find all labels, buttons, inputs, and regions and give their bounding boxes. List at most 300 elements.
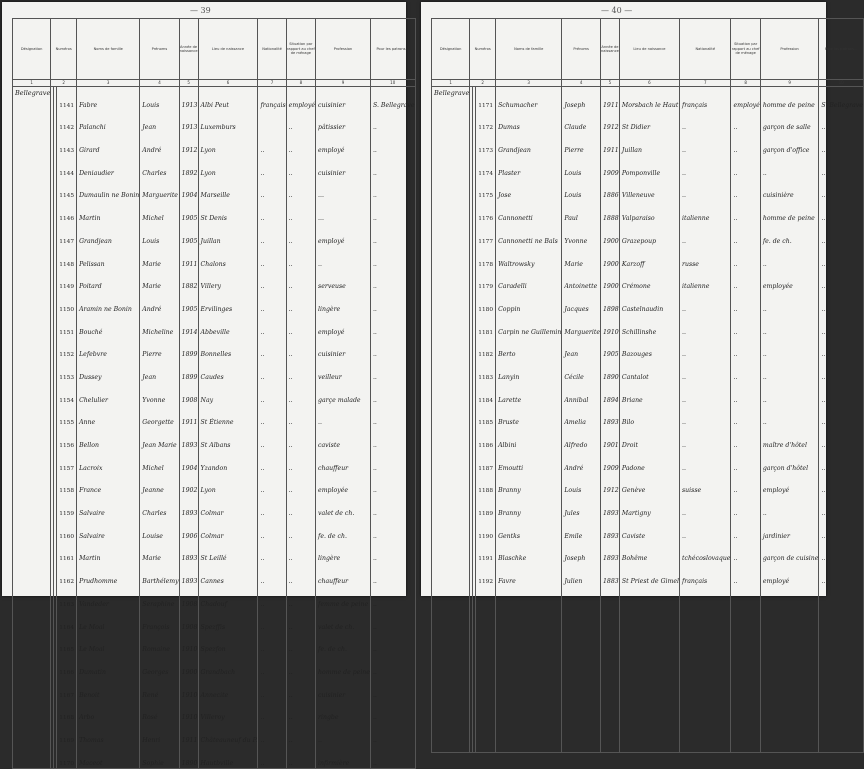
household-status: .. [286, 541, 315, 564]
quarter-cell [13, 745, 51, 768]
first-name: Seraphine [140, 586, 179, 609]
empty-cell [760, 607, 819, 628]
household-status: .. [731, 178, 760, 201]
first-name: André [140, 132, 179, 155]
quarter-cell [13, 677, 51, 700]
profession: employée [760, 269, 819, 292]
household-status: .. [731, 450, 760, 473]
table-row [13, 609, 416, 632]
birthplace: St Priest de Gimel [619, 563, 679, 586]
employer: .. [819, 178, 864, 201]
employer: .. [819, 200, 864, 223]
profession: femme de peine [316, 586, 371, 609]
household-status: .. [731, 314, 760, 337]
birth-year: 1904 [179, 178, 198, 201]
column-number: 6 [198, 80, 258, 87]
nationality: .. [258, 677, 286, 700]
empty-cell [562, 628, 601, 649]
birth-year: 1904 [179, 450, 198, 473]
first-name: Marguerite [562, 314, 601, 337]
first-name: Michel [140, 450, 179, 473]
first-name: Annibal [562, 382, 601, 405]
empty-cell [601, 586, 620, 607]
register-page-left [2, 2, 415, 767]
first-name: Rosé [140, 700, 179, 723]
table-row [432, 405, 864, 428]
household-status: .. [286, 337, 315, 360]
column-number: 5 [601, 80, 620, 87]
table-row [13, 132, 416, 155]
employer: .. [370, 745, 415, 768]
column-number: 1 [13, 80, 51, 87]
first-name: Yvonne [140, 382, 179, 405]
quarter-cell: Bellegrave [13, 87, 51, 110]
profession: lingère [316, 541, 371, 564]
nationality: .. [258, 632, 286, 655]
surname: Bruste [496, 405, 562, 428]
nationality: italienne [680, 200, 731, 223]
quarter-cell [432, 223, 470, 246]
entry-number: 1192 [476, 563, 496, 586]
nationality: .. [258, 314, 286, 337]
profession: fe. de ch. [760, 223, 819, 246]
employer: .. [370, 632, 415, 655]
empty-cell [432, 669, 470, 690]
household-status: .. [286, 700, 315, 723]
quarter-cell [13, 314, 51, 337]
surname: Berto [496, 337, 562, 360]
surname: Cannonetti [496, 200, 562, 223]
census-table [431, 18, 864, 753]
quarter-cell [13, 223, 51, 246]
household-status: .. [286, 495, 315, 518]
table-row [13, 382, 416, 405]
quarter-cell [432, 359, 470, 382]
household-status: .. [286, 450, 315, 473]
profession: infirmière [316, 745, 371, 768]
nationality: .. [258, 586, 286, 609]
first-name: Marie [140, 541, 179, 564]
first-name: Pierre [562, 132, 601, 155]
surname: Arbo [77, 700, 140, 723]
entry-number: 1178 [476, 246, 496, 269]
empty-cell [432, 648, 470, 669]
empty-cell [619, 628, 679, 649]
household-status: .. [731, 155, 760, 178]
table-row [13, 632, 416, 655]
profession: employé [316, 314, 371, 337]
quarter-cell: Bellegrave [432, 87, 470, 110]
first-name: Marie [140, 269, 179, 292]
surname: Dumaulin ne Bonin [77, 178, 140, 201]
birth-year: 1911 [179, 405, 198, 428]
table-row [432, 382, 864, 405]
first-name: Julien [562, 563, 601, 586]
household-status: .. [731, 246, 760, 269]
table-row [432, 541, 864, 564]
table-row [13, 677, 416, 700]
nationality: .. [258, 518, 286, 541]
entry-number: 1154 [57, 382, 77, 405]
surname: Bellon [77, 427, 140, 450]
birth-year: 1882 [179, 269, 198, 292]
birthplace: Schillinshe [619, 314, 679, 337]
empty-cell [680, 628, 731, 649]
first-name: Jeanne [140, 473, 179, 496]
quarter-cell [432, 450, 470, 473]
empty-cell [680, 648, 731, 669]
birth-year: 1898 [601, 291, 620, 314]
table-row [13, 450, 416, 473]
surname: Maceot [77, 745, 140, 768]
nationality: .. [258, 246, 286, 269]
nationality: .. [680, 518, 731, 541]
quarter-cell [432, 314, 470, 337]
table-row [432, 495, 864, 518]
empty-cell [731, 690, 760, 711]
empty-cell [601, 607, 620, 628]
quarter-cell [13, 450, 51, 473]
empty-cell [496, 607, 562, 628]
first-name: Louis [140, 223, 179, 246]
surname: Benoit [77, 677, 140, 700]
table-row [432, 132, 864, 155]
header-profession: Profession [316, 19, 371, 80]
quarter-cell [432, 132, 470, 155]
nationality: .. [680, 337, 731, 360]
nationality: .. [680, 314, 731, 337]
employer: .. [819, 291, 864, 314]
nationality: .. [680, 132, 731, 155]
entry-number: 1187 [476, 450, 496, 473]
employer: .. [370, 722, 415, 745]
header-profession: Profession [760, 19, 819, 80]
empty-cell [601, 669, 620, 690]
birthplace: St Étienne [198, 405, 258, 428]
surname: Dussey [77, 359, 140, 382]
nationality: français [680, 563, 731, 586]
birth-year: 1914 [179, 314, 198, 337]
surname: Bouché [77, 314, 140, 337]
surname: Poitard [77, 269, 140, 292]
quarter-cell [432, 518, 470, 541]
birthplace: Yzandon [198, 450, 258, 473]
nationality: suisse [680, 473, 731, 496]
table-row [432, 269, 864, 292]
birthplace: Genève [619, 473, 679, 496]
surname: Coppin [496, 291, 562, 314]
household-status: .. [731, 563, 760, 586]
birthplace: Spezfon [198, 632, 258, 655]
first-name: Marie [562, 246, 601, 269]
birthplace: Morsbach le Haut [619, 87, 679, 110]
entry-number: 1181 [476, 314, 496, 337]
birthplace: Lyon [198, 132, 258, 155]
profession: .. [760, 359, 819, 382]
household-status: .. [286, 722, 315, 745]
empty-cell [619, 586, 679, 607]
first-name: Marguerite [140, 178, 179, 201]
header-annee: Année de naissance [601, 19, 620, 80]
profession: cuisinier [316, 677, 371, 700]
entry-number: 1149 [57, 269, 77, 292]
household-status: .. [286, 269, 315, 292]
birth-year: 1905 [179, 223, 198, 246]
quarter-cell [13, 200, 51, 223]
profession: .. [760, 382, 819, 405]
birthplace: Spezffis [198, 609, 258, 632]
empty-cell [476, 669, 496, 690]
employer: .. [819, 427, 864, 450]
profession: chauffeur [316, 450, 371, 473]
quarter-cell [13, 654, 51, 677]
birthplace: St Didier [619, 110, 679, 133]
header-nationalite: Nationalité [680, 19, 731, 80]
profession: garçon d'office [760, 132, 819, 155]
empty-cell [731, 607, 760, 628]
profession: serveuse [316, 269, 371, 292]
profession: cuisinier [316, 155, 371, 178]
birth-year: 1890 [179, 745, 198, 768]
column-number: 9 [760, 80, 819, 87]
surname: Deniaudier [77, 155, 140, 178]
profession: ... [316, 200, 371, 223]
page-number: — 40 — [601, 6, 633, 15]
profession: homme de peine [760, 200, 819, 223]
nationality: .. [680, 155, 731, 178]
empty-cell [562, 586, 601, 607]
profession: .. [760, 314, 819, 337]
birth-year: 1900 [179, 654, 198, 677]
column-number: 6 [619, 80, 679, 87]
entry-number: 1174 [476, 155, 496, 178]
quarter-cell [432, 427, 470, 450]
household-status: .. [286, 632, 315, 655]
surname: Aramin ne Bonin [77, 291, 140, 314]
profession: valet de ch. [316, 495, 371, 518]
employer: .. [819, 563, 864, 586]
table-row [432, 359, 864, 382]
first-name: Barthélemy [140, 563, 179, 586]
nationality: .. [258, 722, 286, 745]
empty-row [432, 731, 864, 752]
quarter-cell [13, 700, 51, 723]
birthplace: Valparaiso [619, 200, 679, 223]
nationality: .. [258, 745, 286, 768]
profession: ringbe [316, 700, 371, 723]
employer: .. [370, 155, 415, 178]
empty-cell [760, 710, 819, 731]
empty-cell [760, 731, 819, 752]
quarter-cell [13, 337, 51, 360]
first-name: Jean [140, 110, 179, 133]
table-row [432, 314, 864, 337]
first-name: Jacques [562, 291, 601, 314]
surname: Chelulier [77, 382, 140, 405]
quarter-cell [13, 563, 51, 586]
entry-number: 1158 [57, 473, 77, 496]
header-prenom: Prénoms [140, 19, 179, 80]
birth-year: 1910 [179, 677, 198, 700]
quarter-cell [13, 110, 51, 133]
surname: Martin [77, 200, 140, 223]
first-name: Louis [562, 178, 601, 201]
household-status: .. [286, 518, 315, 541]
empty-cell [562, 607, 601, 628]
household-status: .. [286, 405, 315, 428]
surname: Anne [77, 405, 140, 428]
birthplace: Colmar [198, 518, 258, 541]
household-status: .. [286, 745, 315, 768]
table-row [432, 87, 864, 110]
profession: chauffeur [316, 563, 371, 586]
profession: cuisinière [760, 178, 819, 201]
profession: employé [760, 563, 819, 586]
nationality: .. [258, 541, 286, 564]
first-name: Paul [562, 200, 601, 223]
household-status: employé [286, 87, 315, 110]
birthplace: Grazepoup [619, 223, 679, 246]
household-status: .. [731, 382, 760, 405]
nationality: .. [680, 291, 731, 314]
birth-year: 1913 [179, 87, 198, 110]
entry-number: 1172 [476, 110, 496, 133]
empty-row [432, 690, 864, 711]
birth-year: 1911 [179, 246, 198, 269]
entry-number: 1183 [476, 359, 496, 382]
profession: caviste [316, 427, 371, 450]
entry-number: 1182 [476, 337, 496, 360]
profession: employé [316, 223, 371, 246]
surname: Larette [496, 382, 562, 405]
table-row [432, 337, 864, 360]
surname: Pelissan [77, 246, 140, 269]
household-status: .. [286, 314, 315, 337]
surname: Grandjean [496, 132, 562, 155]
profession: .. [316, 405, 371, 428]
household-status: .. [731, 518, 760, 541]
birthplace: Bazouges [619, 337, 679, 360]
employer: .. [370, 314, 415, 337]
nationality: .. [680, 495, 731, 518]
surname: Lanyin [496, 359, 562, 382]
quarter-cell [13, 291, 51, 314]
profession: veilleur [316, 359, 371, 382]
profession: homme de peine [760, 87, 819, 110]
column-number: 5 [179, 80, 198, 87]
table-row [13, 223, 416, 246]
nationality: .. [258, 291, 286, 314]
surname: Salvaire [77, 518, 140, 541]
birth-year: 1912 [601, 473, 620, 496]
birth-year: 1910 [601, 314, 620, 337]
employer: .. [370, 586, 415, 609]
entry-number: 1180 [476, 291, 496, 314]
household-status: .. [286, 677, 315, 700]
nationality: .. [258, 269, 286, 292]
entry-number: 1185 [476, 405, 496, 428]
table-row [432, 291, 864, 314]
header-designation: Désignation [432, 19, 470, 80]
entry-number: 1179 [476, 269, 496, 292]
empty-cell [680, 690, 731, 711]
household-status: .. [731, 405, 760, 428]
household-status: .. [286, 563, 315, 586]
empty-row [432, 669, 864, 690]
first-name: Micheline [140, 314, 179, 337]
birth-year: 1893 [179, 427, 198, 450]
empty-cell [819, 607, 864, 628]
quarter-cell [432, 155, 470, 178]
surname: Jose [496, 178, 562, 201]
nationality: tchécoslovaque [680, 541, 731, 564]
birthplace: Castelnaudin [619, 291, 679, 314]
empty-cell [819, 669, 864, 690]
employer: .. [819, 155, 864, 178]
entry-number: 1157 [57, 450, 77, 473]
household-status: .. [286, 155, 315, 178]
birthplace: Marseille [198, 178, 258, 201]
birthplace: Bonnelles [198, 337, 258, 360]
quarter-cell [432, 405, 470, 428]
employer: .. [370, 246, 415, 269]
surname: Branny [496, 495, 562, 518]
empty-cell [476, 648, 496, 669]
quarter-cell [13, 178, 51, 201]
table-row [432, 155, 864, 178]
birthplace: Ervilinges [198, 291, 258, 314]
surname: Lefebvre [77, 337, 140, 360]
nationality: italienne [680, 269, 731, 292]
page-number: — 39 [190, 6, 211, 15]
empty-cell [619, 710, 679, 731]
birth-year: 1908 [179, 586, 198, 609]
household-status: .. [286, 654, 315, 677]
table-row [13, 405, 416, 428]
entry-number: 1148 [57, 246, 77, 269]
birthplace: Cannes [198, 563, 258, 586]
empty-cell [731, 628, 760, 649]
profession: valet de ch. [316, 609, 371, 632]
employer: .. [819, 405, 864, 428]
birth-year: 1892 [179, 155, 198, 178]
entry-number: 1142 [57, 110, 77, 133]
nationality: .. [258, 563, 286, 586]
nationality: .. [258, 473, 286, 496]
first-name: Georges [140, 654, 179, 677]
birth-year: 1893 [601, 405, 620, 428]
employer: .. [370, 473, 415, 496]
birthplace: Annecite [198, 677, 258, 700]
empty-cell [819, 731, 864, 752]
table-row [13, 314, 416, 337]
employer: S. Bellegrave [819, 87, 864, 110]
entry-number: 1162 [57, 563, 77, 586]
column-number: 9 [316, 80, 371, 87]
quarter-cell [13, 382, 51, 405]
birth-year: 1912 [601, 110, 620, 133]
nationality [258, 110, 286, 133]
household-status: .. [731, 495, 760, 518]
nationality: .. [680, 427, 731, 450]
entry-number: 1165 [57, 632, 77, 655]
empty-cell [432, 690, 470, 711]
empty-row [432, 628, 864, 649]
employer: .. [819, 110, 864, 133]
empty-cell [432, 731, 470, 752]
household-status: .. [731, 359, 760, 382]
table-row [13, 269, 416, 292]
